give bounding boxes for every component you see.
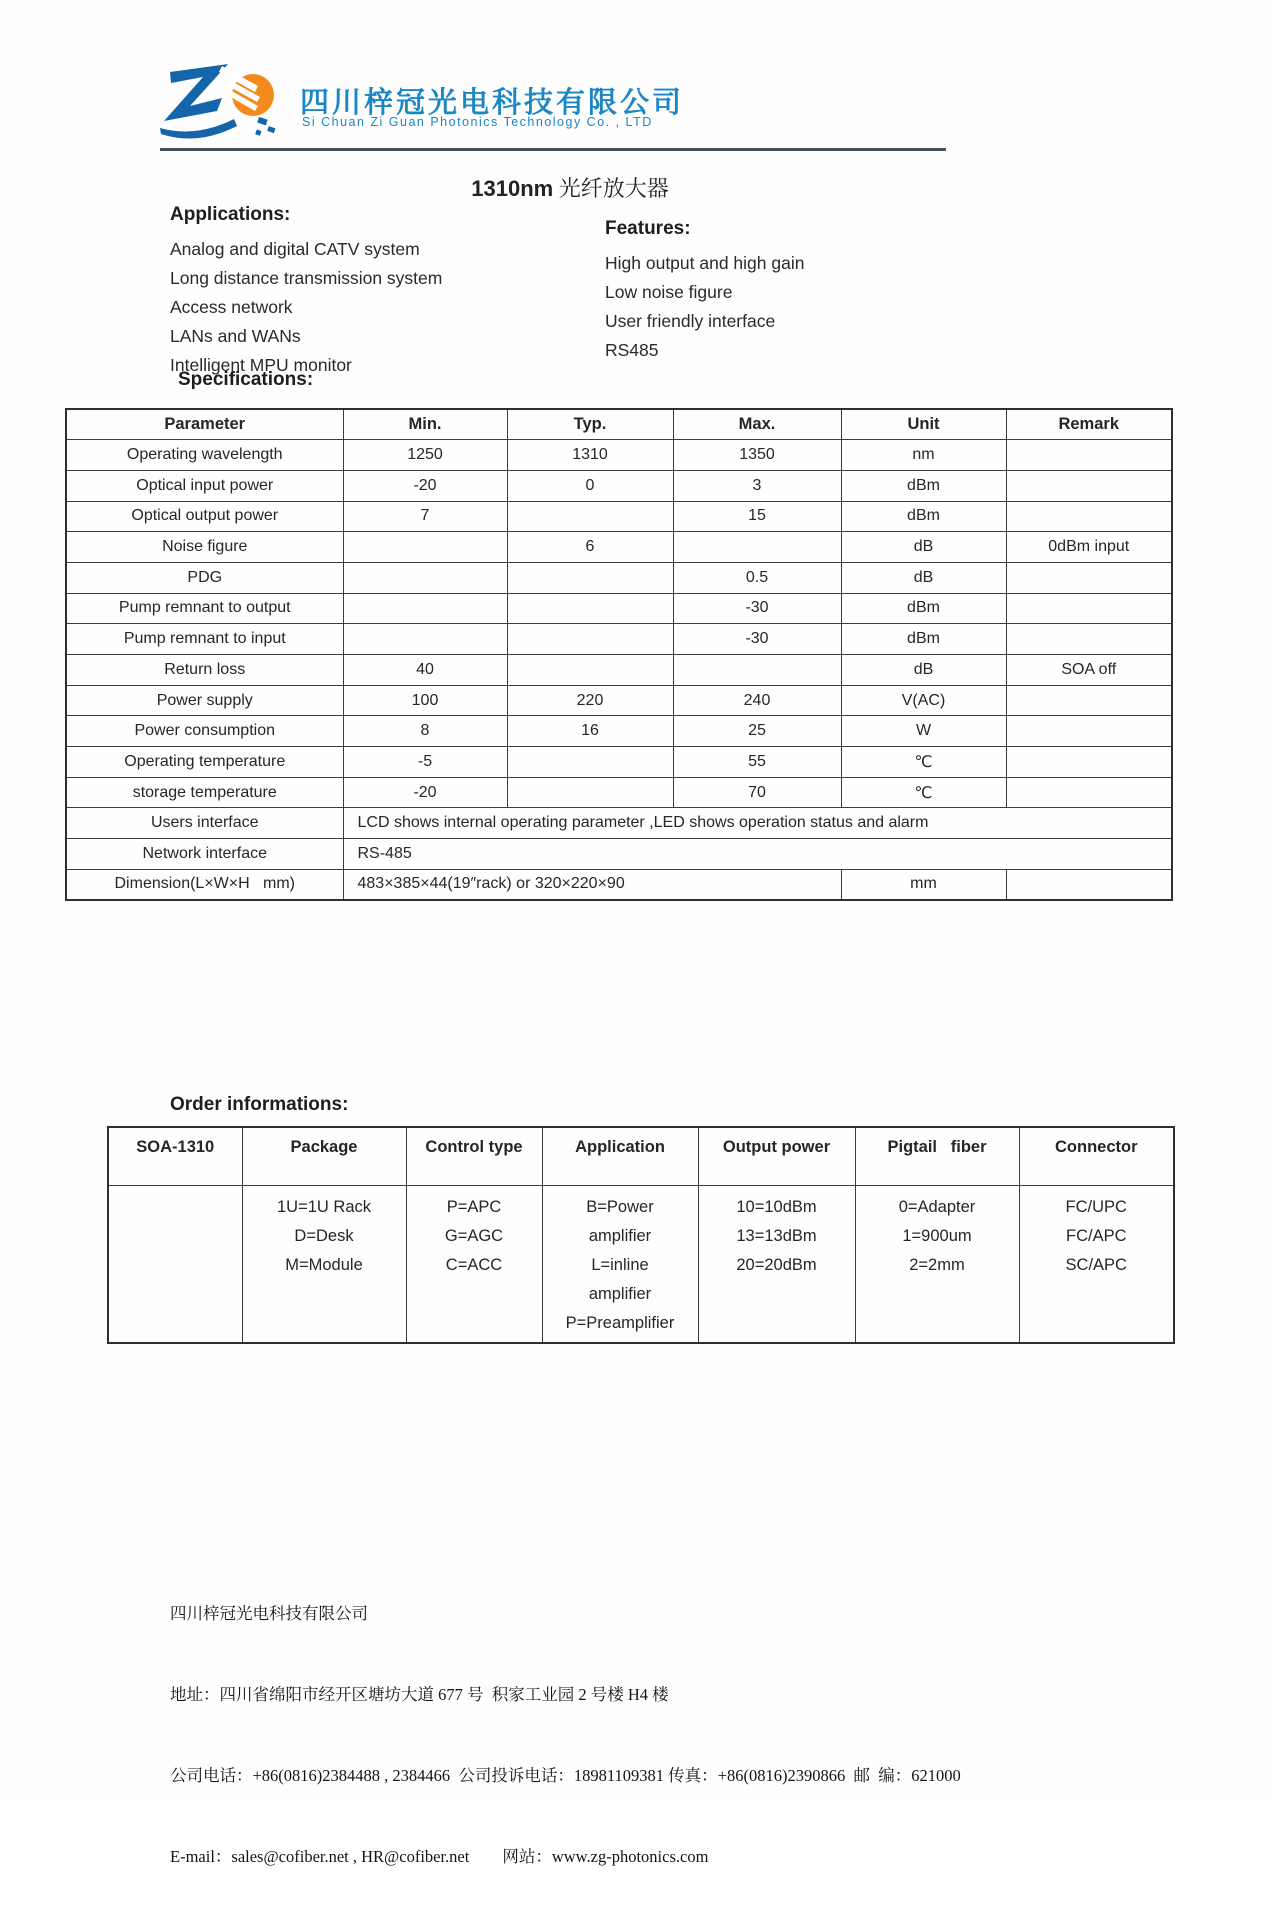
order-option: L=inline	[591, 1255, 649, 1274]
spec-remark	[1006, 747, 1172, 778]
table-row	[66, 716, 1172, 747]
order-option: 13=13dBm	[736, 1226, 817, 1245]
order-cell-connector	[1019, 1185, 1174, 1343]
spec-min	[343, 593, 507, 624]
table-row	[66, 593, 1172, 624]
order-cell-output-power	[698, 1185, 855, 1343]
spec-typ	[507, 655, 673, 686]
order-cell-package	[242, 1185, 406, 1343]
spec-min: -20	[343, 470, 507, 501]
feature-item: RS485	[605, 340, 659, 360]
spec-remark	[1006, 501, 1172, 532]
spec-min	[343, 624, 507, 655]
spec-typ: 16	[507, 716, 673, 747]
order-option: amplifier	[588, 1226, 652, 1245]
feature-item: Low noise figure	[605, 282, 733, 302]
order-option: 2=2mm	[909, 1255, 965, 1274]
order-option: P=Preamplifier	[565, 1313, 675, 1332]
spec-max: 1350	[673, 440, 841, 471]
spec-parameter: Power supply	[66, 685, 343, 716]
order-option: G=AGC	[444, 1226, 504, 1245]
order-informations-heading: Order informations:	[170, 1094, 349, 1115]
spec-max: 55	[673, 747, 841, 778]
footer-company-line: 四川梓冠光电科技有限公司	[170, 1604, 368, 1623]
spec-typ: 1310	[507, 440, 673, 471]
spec-typ	[507, 593, 673, 624]
table-row	[66, 777, 1172, 808]
col-package: Package	[242, 1127, 406, 1185]
company-logo	[158, 60, 290, 154]
order-informations-table	[107, 1126, 1175, 1344]
spec-parameter: Operating wavelength	[66, 440, 343, 471]
spec-min: -20	[343, 777, 507, 808]
spec-max: 70	[673, 777, 841, 808]
spec-typ: 220	[507, 685, 673, 716]
spec-parameter: Pump remnant to input	[66, 624, 343, 655]
order-body-row	[108, 1185, 1174, 1343]
spec-unit: dBm	[841, 501, 1006, 532]
col-control-type: Control type	[406, 1127, 542, 1185]
table-row	[66, 655, 1172, 686]
spec-max: 25	[673, 716, 841, 747]
spec-unit: dB	[841, 655, 1006, 686]
specifications-table	[65, 408, 1173, 901]
order-cell-application	[542, 1185, 698, 1343]
spec-min	[343, 562, 507, 593]
spec-parameter: Return loss	[66, 655, 343, 686]
spec-unit: dB	[841, 562, 1006, 593]
order-option: 1=900um	[902, 1226, 972, 1245]
order-option: FC/UPC	[1065, 1197, 1127, 1216]
table-row	[66, 839, 1172, 870]
spec-parameter: Noise figure	[66, 532, 343, 563]
spec-remark: SOA off	[1006, 655, 1172, 686]
spec-remark	[1006, 440, 1172, 471]
spec-unit: dBm	[841, 470, 1006, 501]
header-divider	[160, 148, 946, 151]
page-title	[65, 172, 1075, 203]
col-unit: Unit	[841, 409, 1006, 440]
spec-parameter: PDG	[66, 562, 343, 593]
spec-remark	[1006, 777, 1172, 808]
company-name-en: Si Chuan Zi Guan Photonics Technology Co. , LTD	[302, 115, 653, 129]
spec-merged-value: 483×385×44(19″rack) or 320×220×90	[343, 869, 841, 900]
spec-parameter: Users interface	[66, 808, 343, 839]
col-max: Max.	[673, 409, 841, 440]
col-remark: Remark	[1006, 409, 1172, 440]
table-row	[66, 685, 1172, 716]
table-row	[66, 562, 1172, 593]
spec-min: -5	[343, 747, 507, 778]
spec-remark	[1006, 869, 1172, 900]
spec-header-row	[66, 409, 1172, 440]
spec-min: 8	[343, 716, 507, 747]
order-cell-pigtail-fiber	[855, 1185, 1019, 1343]
order-cell-empty	[108, 1185, 242, 1343]
features-heading: Features:	[605, 218, 691, 239]
spec-parameter: Dimension(L×W×H mm)	[66, 869, 343, 900]
spec-max	[673, 655, 841, 686]
order-option: B=Power	[586, 1197, 654, 1216]
spec-min: 7	[343, 501, 507, 532]
table-row	[66, 470, 1172, 501]
spec-unit: W	[841, 716, 1006, 747]
footer-phone-line: 公司电话：+86(0816)2384488 , 2384466 公司投诉电话：18981109381 传真：+86(0816)2390866 邮 编：621000	[170, 1766, 961, 1785]
specifications-heading: Specifications:	[178, 369, 314, 390]
spec-max: 3	[673, 470, 841, 501]
order-option: amplifier	[588, 1284, 652, 1303]
col-typ: Typ.	[507, 409, 673, 440]
table-row	[66, 808, 1172, 839]
col-application: Application	[542, 1127, 698, 1185]
spec-min: 100	[343, 685, 507, 716]
footer-email-line: E-mail：sales@cofiber.net , HR@cofiber.net 网站：www.zg-photonics.com	[170, 1847, 709, 1866]
spec-unit: dB	[841, 532, 1006, 563]
spec-remark: 0dBm input	[1006, 532, 1172, 563]
product-name-cn: 光纤放大器	[553, 176, 669, 201]
spec-max: -30	[673, 624, 841, 655]
feature-item: High output and high gain	[605, 253, 805, 273]
spec-parameter: Network interface	[66, 839, 343, 870]
spec-max: 15	[673, 501, 841, 532]
table-row	[66, 532, 1172, 563]
spec-parameter: storage temperature	[66, 777, 343, 808]
order-option: 10=10dBm	[736, 1197, 817, 1216]
spec-min: 1250	[343, 440, 507, 471]
spec-parameter: Operating temperature	[66, 747, 343, 778]
application-item: Intelligent MPU monitor	[170, 355, 352, 375]
spec-parameter: Pump remnant to output	[66, 593, 343, 624]
company-name-cn: 四川梓冠光电科技有限公司	[300, 87, 685, 119]
col-parameter: Parameter	[66, 409, 343, 440]
spec-max: 0.5	[673, 562, 841, 593]
spec-merged-value: RS-485	[343, 839, 1172, 870]
spec-typ	[507, 747, 673, 778]
application-item: Analog and digital CATV system	[170, 239, 420, 259]
table-row	[66, 501, 1172, 532]
order-option: SC/APC	[1065, 1255, 1127, 1274]
col-soa-1310: SOA-1310	[108, 1127, 242, 1185]
spec-remark	[1006, 624, 1172, 655]
spec-unit: ℃	[841, 747, 1006, 778]
table-row	[66, 869, 1172, 900]
spec-typ: 6	[507, 532, 673, 563]
spec-max	[673, 532, 841, 563]
order-option: M=Module	[285, 1255, 363, 1274]
spec-typ: 0	[507, 470, 673, 501]
spec-unit: dBm	[841, 624, 1006, 655]
footer-contact-block	[170, 1546, 1130, 1924]
spec-unit: V(AC)	[841, 685, 1006, 716]
spec-parameter: Power consumption	[66, 716, 343, 747]
spec-unit: dBm	[841, 593, 1006, 624]
col-pigtail-fiber: Pigtail fiber	[855, 1127, 1019, 1185]
spec-typ	[507, 501, 673, 532]
order-option: C=ACC	[445, 1255, 503, 1274]
table-row	[66, 747, 1172, 778]
applications-heading: Applications:	[170, 204, 291, 225]
spec-max: -30	[673, 593, 841, 624]
spec-typ	[507, 624, 673, 655]
spec-min	[343, 532, 507, 563]
spec-remark	[1006, 685, 1172, 716]
spec-merged-value: LCD shows internal operating parameter ,LED shows operation status and alarm	[343, 808, 1172, 839]
features-section	[605, 218, 804, 365]
order-option: FC/APC	[1065, 1226, 1127, 1245]
product-model: 1310nm	[471, 176, 554, 201]
order-option: D=Desk	[294, 1226, 354, 1245]
spec-min: 40	[343, 655, 507, 686]
spec-typ	[507, 562, 673, 593]
feature-item: User friendly interface	[605, 311, 776, 331]
spec-remark	[1006, 562, 1172, 593]
table-row	[66, 440, 1172, 471]
order-option: 20=20dBm	[736, 1255, 817, 1274]
spec-parameter: Optical input power	[66, 470, 343, 501]
spec-unit: ℃	[841, 777, 1006, 808]
applications-section	[170, 204, 442, 380]
footer-address-line: 地址：四川省绵阳市经开区塘坊大道 677 号 积家工业园 2 号楼 H4 楼	[170, 1685, 669, 1704]
order-option: P=APC	[446, 1197, 502, 1216]
spec-parameter: Optical output power	[66, 501, 343, 532]
order-option: 0=Adapter	[898, 1197, 976, 1216]
zg-logo-icon	[158, 60, 290, 154]
spec-remark	[1006, 470, 1172, 501]
spec-remark	[1006, 716, 1172, 747]
order-option: 1U=1U Rack	[277, 1197, 371, 1216]
col-output-power: Output power	[698, 1127, 855, 1185]
application-item: Access network	[170, 297, 293, 317]
order-cell-control-type	[406, 1185, 542, 1343]
spec-unit: nm	[841, 440, 1006, 471]
spec-max: 240	[673, 685, 841, 716]
table-row	[66, 624, 1172, 655]
col-min: Min.	[343, 409, 507, 440]
spec-remark	[1006, 593, 1172, 624]
order-header-row	[108, 1127, 1174, 1185]
application-item: Long distance transmission system	[170, 268, 443, 288]
col-connector: Connector	[1019, 1127, 1174, 1185]
spec-unit: mm	[841, 869, 1006, 900]
spec-typ	[507, 777, 673, 808]
application-item: LANs and WANs	[170, 326, 301, 346]
